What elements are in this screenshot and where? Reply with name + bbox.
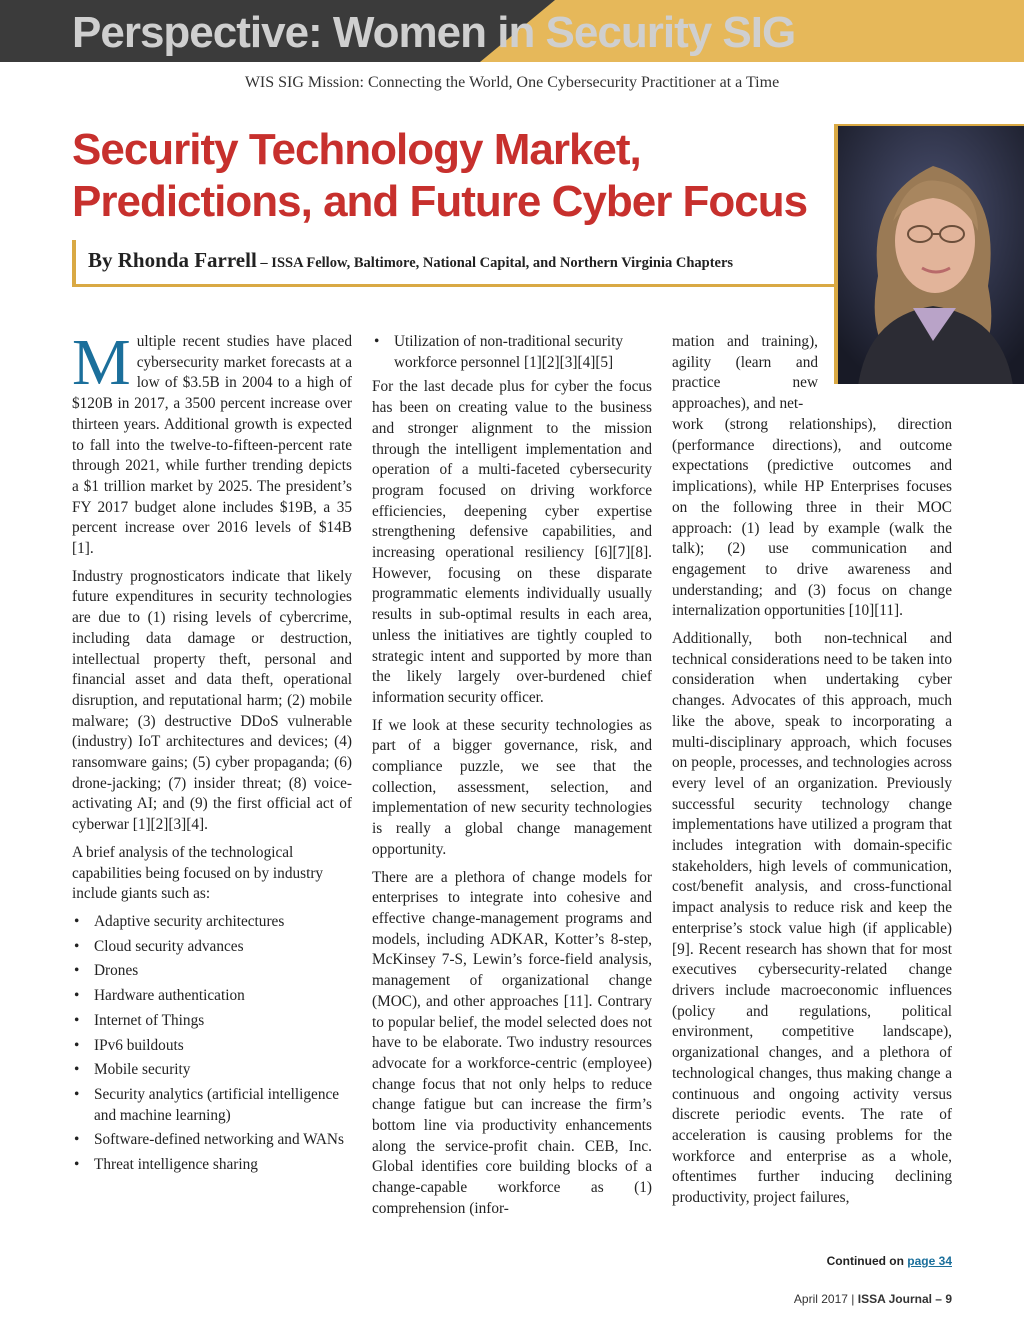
paragraph: work (strong relationships), direction (performance directions), and outcome expectations (predictive outcomes and implications), while HP Enterprises focuses on the following three in their MOC approach: (1) lead by example (walk the talk); (2) use communication and engagement to drive awareness and understanding; and (3) focus on change internalization opportunities [10][11]. — [672, 416, 952, 620]
footer-date: April 2017 | — [793, 1292, 858, 1306]
column-3-top — [672, 332, 818, 422]
byline-accent-bar — [72, 240, 76, 284]
list-item: • Mobile security — [72, 1060, 352, 1081]
paragraph: Industry prognosticators indicate that likely future expenditures in security technologies are due to (1) rising levels of cybercrime, including data damage or destruction, intellectual property theft, personal and financial asset and data theft, operational disruption, and reputational harm; (2) mobile malware; (3) destructive DDoS vulnerable (industry) IoT architectures and devices; (4) ransomware gains; (5) cyber propaganda; (6) drone-jacking; (7) insider threat; (8) voice-activating AI; and (9) the first official act of cyberwar [1][2][3][4]. — [72, 567, 352, 834]
technology-list-continued — [372, 332, 652, 373]
list-item: • Internet of Things — [72, 1011, 352, 1032]
list-item: • Drones — [72, 961, 352, 982]
continued-label: Continued on — [826, 1254, 908, 1268]
technology-list — [72, 912, 352, 1176]
paragraph: For the last decade plus for cyber the focus has been on creating value to the business and stronger alignment to the mission through the intelligent implementation and operation of a multi-faceted cybersecurity program focused on driving workforce efficiencies, deepening cyber expertise strengthening defensive capabilities, and increasing operational resiliency [6][7][8]. However, focusing on these disparate programmatic elements individually usually results in sub-optimal results in each area, unless the initiatives are tightly coupled to strategic intent and supported by more than the likely largely over-burdened chief information security officer. — [372, 378, 652, 706]
section-banner — [0, 0, 1024, 62]
headline-line-1: Security Technology Market, — [72, 125, 641, 174]
paragraph: There are a plethora of change models for enterprises to integrate into cohesive and effective change-management programs and models, including ADKAR, Kotter’s 8-step, McKinsey 7-S, Lewin’s force-field analysis, management of organizational change (MOC), and other approaches [11]. Contrary to popular belief, the model selected does not have to be elaborate. Two industry resources advocate for a workforce-centric (employee) change focus that not only helps to reduce change fatigue but can increase the firm’s bottom line via productivity enhancements along the service-profit chain. CEB, Inc. Global identifies core building blocks of a change-capable workforce as (1) comprehension (infor- — [372, 868, 652, 1217]
author-name: By Rhonda Farrell — [88, 248, 257, 272]
drop-cap: M — [72, 326, 131, 399]
column-1 — [72, 326, 352, 1180]
intro-paragraph — [72, 326, 352, 560]
list-item: • Adaptive security architectures — [72, 912, 352, 933]
column-3 — [672, 415, 952, 1216]
paragraph-text: ultiple recent studies have placed cybersecurity market forecasts at a low of $3.5B in 2004 to a high of $120B in 2017, a 3500 percent increase over thirteen years. Additional growth is expected to fall into the twelve-to-fifteen-percent rate through 2021, while further trending depicts a $1 trillion market by 2025. The president’s FY 2017 budget alone includes $19B, a 35 percent increase over 2016 levels of $14B [1]. — [72, 333, 352, 558]
continued-page-link[interactable]: page 34 — [907, 1254, 952, 1268]
footer-journal: ISSA Journal – 9 — [857, 1292, 952, 1306]
list-item: • IPv6 buildouts — [72, 1036, 352, 1057]
page-footer — [600, 1292, 952, 1306]
banner-title: Perspective: Women in Security SIG — [72, 8, 796, 57]
author-affiliation: – ISSA Fellow, Baltimore, National Capital, and Northern Virginia Chapters — [256, 255, 734, 271]
paragraph: Additionally, both non-technical and technical considerations need to be taken into consideration when undertaking cyber changes. Advocates of this approach, much like the above, speak to incorporating a multi-disciplinary approach, which focuses on people, processes, and technologies across every level of an organization. Previously successful security technology change implementations have utilized a program that includes integration with domain-specific stakeholders, high levels of communication, cost/benefit analysis, and cross-functional impact analysis to reduce risk and keep the enterprise’s stock value high (if applicable) [9]. Recent research has shown that for most executives cybersecurity-related change drivers include macroeconomic influences (policy and regulations, political environment, competitive landscape), organizational changes, and a plethora of technological changes, thus making change a continuous and ongoing activity versus discrete periodic events. The rate of acceleration is causing problems for the workforce and enterprise as a whole, oftentimes further inducing declining productivity, project failures, — [672, 630, 952, 1207]
list-item: • Hardware authentication — [72, 986, 352, 1007]
paragraph: If we look at these security technologies as part of a bigger governance, risk, and compliance puzzle, we see that the collection, assessment, selection, and implementation of new security technologies is really a global change management opportunity. — [372, 716, 652, 858]
paragraph: mation and training), agility (learn and practice new approaches), and net- — [672, 333, 818, 413]
author-portrait-image — [838, 126, 1024, 384]
author-photo — [834, 124, 1024, 384]
sig-mission: WIS SIG Mission: Connecting the World, One Cybersecurity Practitioner at a Time — [244, 74, 780, 91]
article-headline — [72, 124, 832, 228]
column-2 — [372, 332, 652, 1227]
byline-rule — [72, 284, 836, 287]
list-item: • Cloud security advances — [72, 937, 352, 958]
headline-line-2: Predictions, and Future Cyber Focus — [72, 177, 808, 226]
byline — [88, 248, 733, 273]
paragraph: A brief analysis of the technological capabilities being focused on by industry include giants such as: — [72, 843, 324, 903]
continued-note — [760, 1254, 952, 1268]
list-item: • Threat intelligence sharing — [72, 1155, 352, 1176]
list-item: • Software-defined networking and WANs — [72, 1130, 352, 1151]
list-item: • Security analytics (artificial intelligence and machine learning) — [72, 1085, 352, 1126]
list-item: • Utilization of non-traditional security workforce personnel [1][2][3][4][5] — [372, 332, 652, 373]
